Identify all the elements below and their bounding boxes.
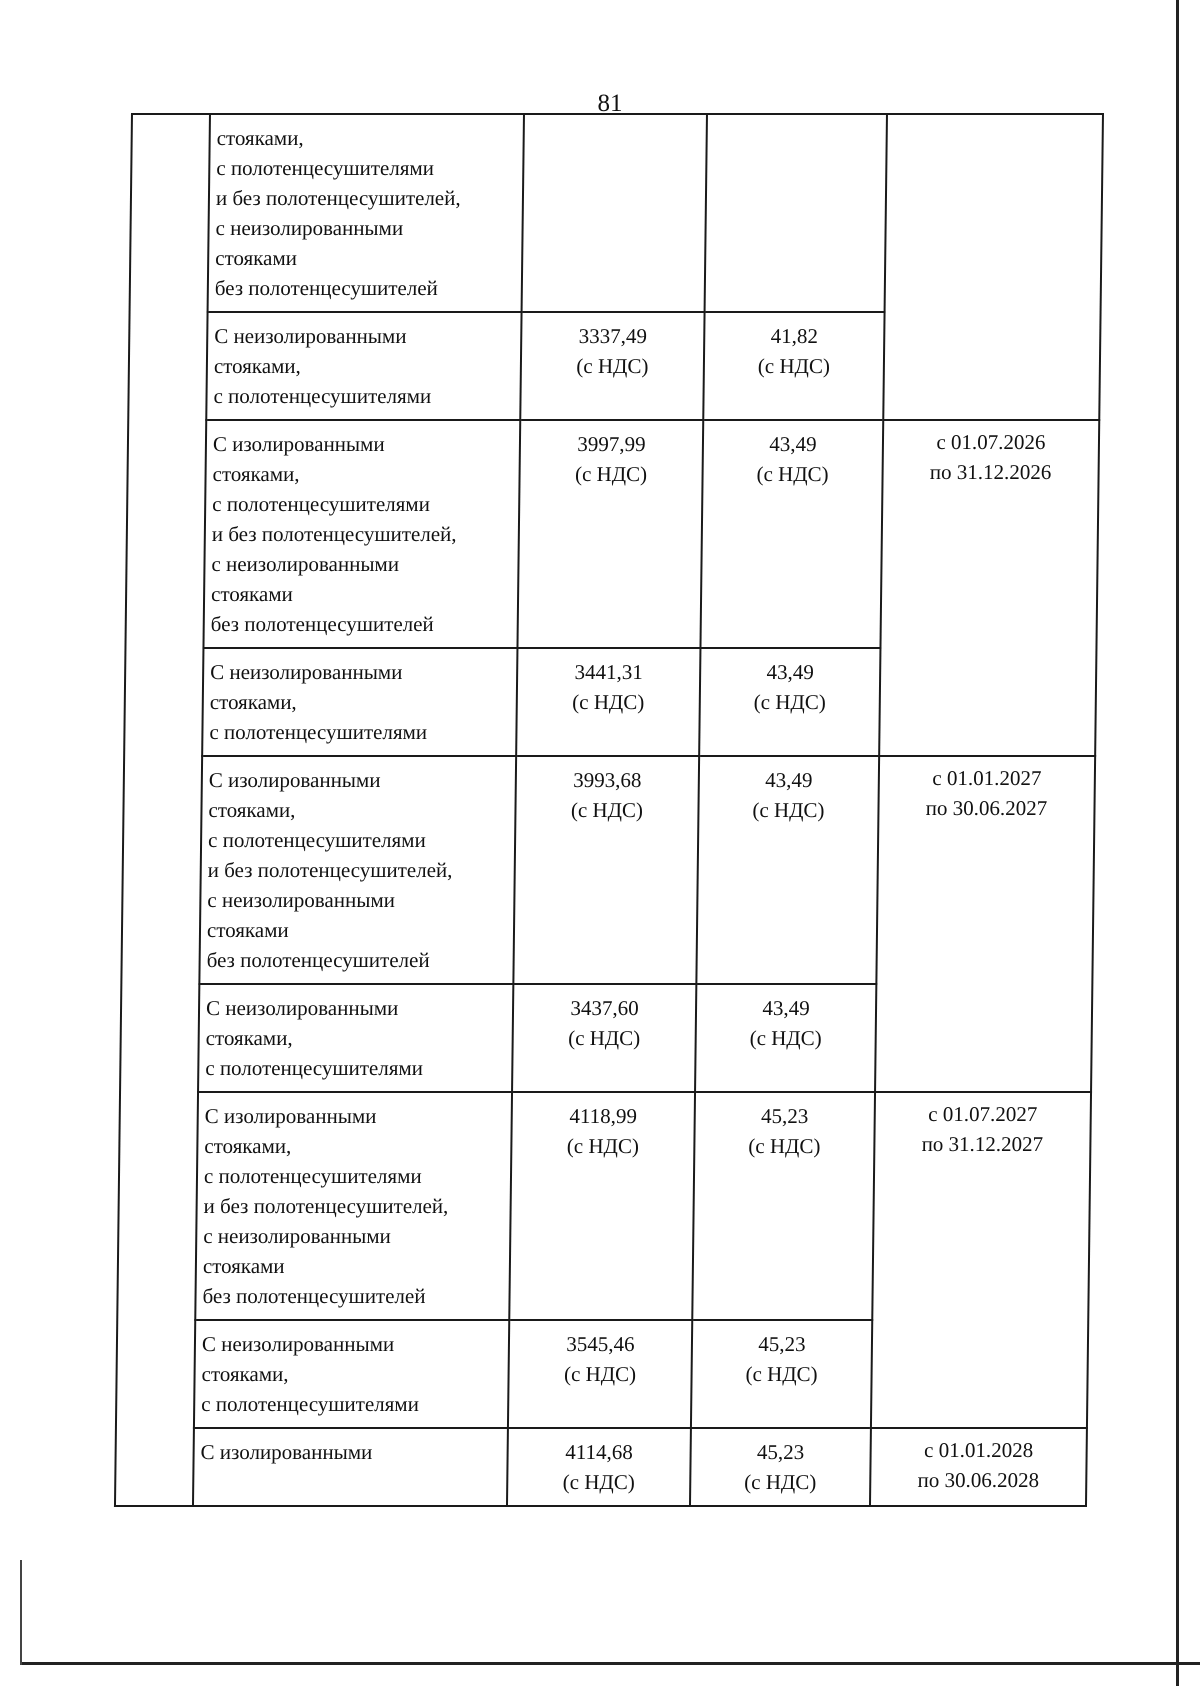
scan-border-bottom	[22, 1662, 1200, 1665]
row-description: стояками, с полотенцесушителями и без полотенцесушителей, с неизолированными стояками без полотенцесушителей	[208, 114, 524, 312]
row-description: С неизолированными стояками, с полотенцесушителями	[206, 312, 521, 420]
rate-value-cell: 41,82 (с НДС)	[703, 312, 884, 420]
tariff-value-cell: 3441,31 (с НДС)	[516, 648, 700, 756]
row-description: С неизолированными стояками, с полотенцесушителями	[198, 984, 513, 1092]
tariff-table	[114, 113, 1104, 1507]
rate-value-cell: 45,23 (с НДС)	[690, 1428, 871, 1506]
rate-value-cell: 43,49 (с НДС)	[699, 648, 880, 756]
scan-border-right	[1176, 0, 1179, 1686]
table-row	[115, 1428, 1087, 1506]
period-cell: с 01.07.2027 по 31.12.2027	[871, 1092, 1091, 1428]
scan-border-left	[20, 1560, 22, 1665]
period-cell	[883, 114, 1103, 420]
period-cell: с 01.01.2028 по 30.06.2028	[870, 1428, 1087, 1506]
row-description: С неизолированными стояками, с полотенцесушителями	[194, 1320, 509, 1428]
tariff-value-cell: 4118,99 (с НДС)	[509, 1092, 695, 1320]
rate-value-cell	[705, 114, 887, 312]
period-cell: с 01.07.2026 по 31.12.2026	[879, 420, 1099, 756]
tariff-value-cell	[522, 114, 707, 312]
tariff-value-cell: 4114,68 (с НДС)	[507, 1428, 691, 1506]
tariff-value-cell: 3545,46 (с НДС)	[508, 1320, 692, 1428]
rate-value-cell: 43,49 (с НДС)	[696, 756, 879, 984]
page-number: 81	[597, 90, 623, 117]
row-description: С изолированными	[193, 1428, 508, 1506]
tariff-value-cell: 3337,49 (с НДС)	[520, 312, 704, 420]
period-cell: с 01.01.2027 по 30.06.2027	[875, 756, 1095, 1092]
row-description: С изолированными стояками, с полотенцесушителями и без полотенцесушителей, с неизолированными стояками без полотенцесушителей	[203, 420, 520, 648]
rate-value-cell: 43,49 (с НДС)	[700, 420, 883, 648]
table-row	[117, 1092, 1091, 1320]
rate-value-cell: 45,23 (с НДС)	[691, 1320, 872, 1428]
rate-value-cell: 45,23 (с НДС)	[692, 1092, 875, 1320]
row-description: С неизолированными стояками, с полотенцесушителями	[202, 648, 517, 756]
tariff-value-cell: 3993,68 (с НДС)	[513, 756, 699, 984]
rate-value-cell: 43,49 (с НДС)	[695, 984, 876, 1092]
table-row	[130, 114, 1103, 312]
table-row	[125, 420, 1099, 648]
row-description: С изолированными стояками, с полотенцесушителями и без полотенцесушителей, с неизолированными стояками без полотенцесушителей	[195, 1092, 512, 1320]
table-row	[121, 756, 1095, 984]
tariff-value-cell: 3437,60 (с НДС)	[512, 984, 696, 1092]
row-description: С изолированными стояками, с полотенцесушителями и без полотенцесушителей, с неизолированными стояками без полотенцесушителей	[199, 756, 516, 984]
tariff-value-cell: 3997,99 (с НДС)	[517, 420, 703, 648]
